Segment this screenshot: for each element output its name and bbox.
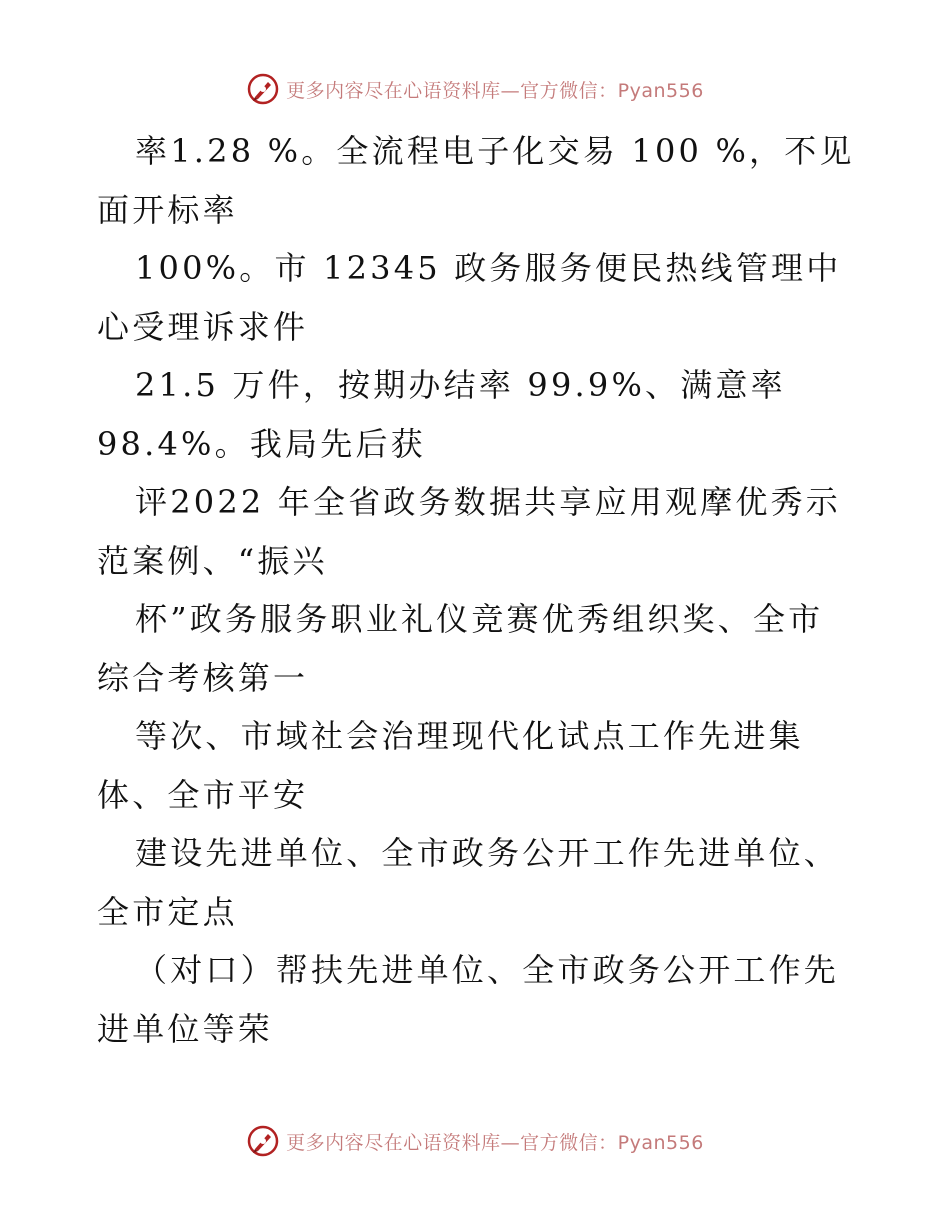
- footer-watermark: [0, 1124, 950, 1158]
- paragraph-line: 率1.28 %。全流程电子化交易 100 %，不见面开标率: [97, 132, 855, 229]
- watermark-text: [286, 76, 704, 103]
- pen-logo-icon: [246, 72, 280, 106]
- wechat-id: Pyan556: [617, 1131, 704, 1154]
- paragraph-line: （对口）帮扶先进单位、全市政务公开工作先进单位等荣: [97, 951, 840, 1048]
- paragraph-line: 21.5 万件，按期办结率 99.9%、满意率 98.4%。我局先后获: [97, 366, 786, 463]
- pen-logo-icon: [246, 1124, 280, 1158]
- paragraph-line: 等次、市域社会治理现代化试点工作先进集体、全市平安: [97, 717, 804, 814]
- watermark-label: 更多内容尽在心语资料库—官方微信：: [286, 79, 618, 102]
- header-watermark: [0, 72, 950, 106]
- paragraph-line: 建设先进单位、全市政务公开工作先进单位、全市定点: [97, 834, 840, 931]
- paragraph-line: 100%。市 12345 政务服务便民热线管理中心受理诉求件: [97, 249, 842, 346]
- paragraph-line: 评2022 年全省政务数据共享应用观摩优秀示范案例、“振兴: [97, 483, 842, 580]
- watermark-label: 更多内容尽在心语资料库—官方微信：: [286, 1131, 618, 1154]
- document-body: [97, 122, 857, 1058]
- wechat-id: Pyan556: [617, 79, 704, 102]
- paragraph-line: 杯”政务服务职业礼仪竞赛优秀组织奖、全市综合考核第一: [97, 600, 824, 697]
- watermark-text: [286, 1128, 704, 1155]
